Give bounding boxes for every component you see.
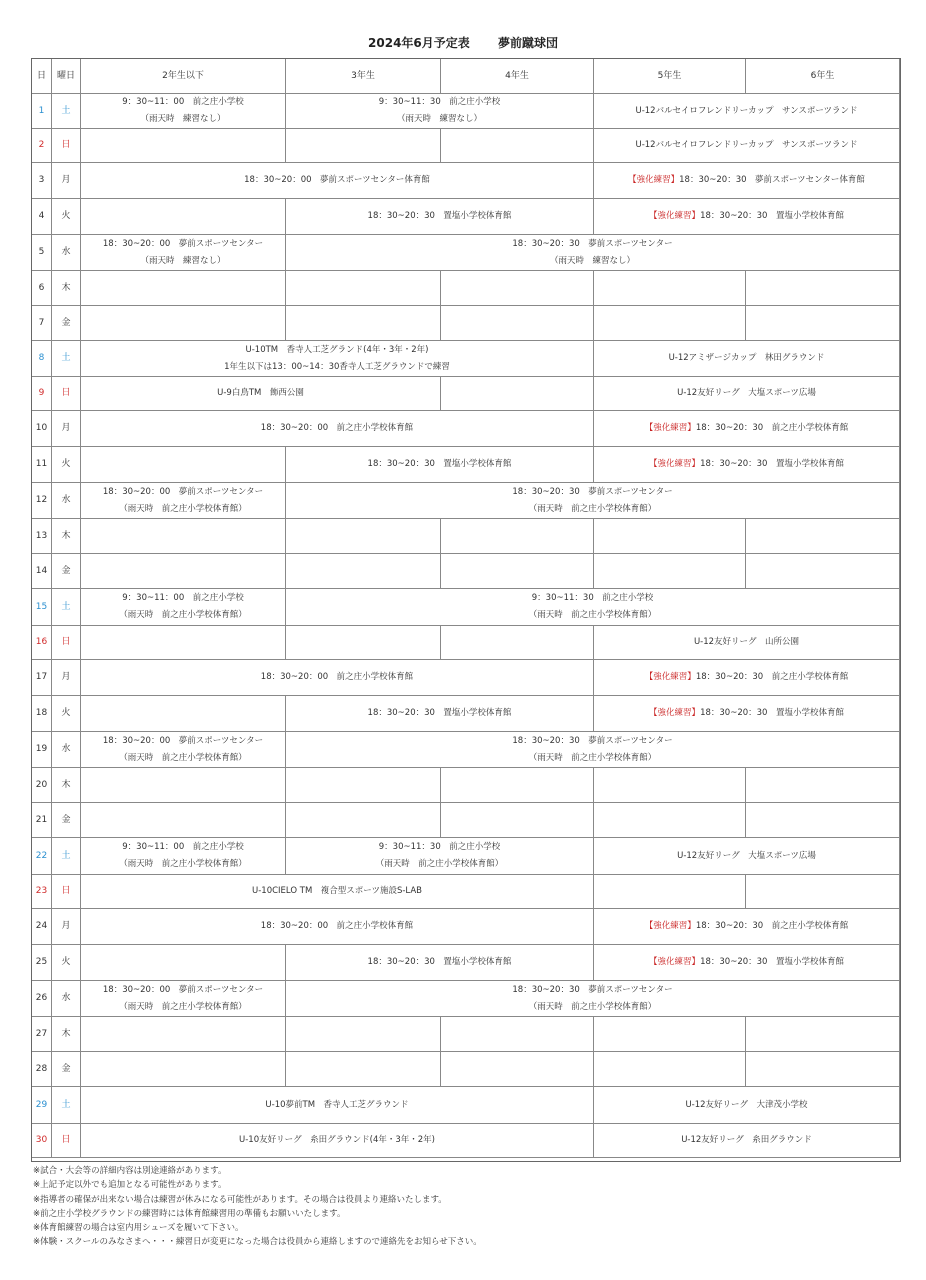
day-number: 10 bbox=[32, 411, 52, 447]
day-number: 14 bbox=[32, 554, 52, 589]
event-line: 18：30~20：30 置塩小学校体育館 bbox=[367, 211, 512, 221]
empty-cell bbox=[746, 1052, 900, 1087]
event-line bbox=[649, 954, 844, 971]
event-text: 18：30~20：30 置塩小学校体育館 bbox=[700, 957, 844, 967]
header-g2: 2年生以下 bbox=[81, 59, 286, 94]
event-line: 18：30~20：30 夢前スポーツセンター bbox=[512, 486, 673, 497]
event-line: （雨天時 前之庄小学校体育館） bbox=[119, 610, 247, 620]
schedule-title: 2024年6月予定表 bbox=[368, 36, 470, 50]
day-number: 8 bbox=[32, 341, 52, 377]
schedule-cell bbox=[594, 1124, 900, 1158]
empty-cell bbox=[286, 1052, 441, 1087]
empty-cell bbox=[441, 1017, 594, 1052]
empty-cell bbox=[746, 519, 900, 554]
team-name: 夢前蹴球団 bbox=[497, 36, 558, 50]
schedule-cell bbox=[286, 732, 900, 768]
empty-cell bbox=[81, 1052, 286, 1087]
empty-cell bbox=[81, 768, 286, 803]
empty-cell bbox=[286, 554, 441, 589]
schedule-cell bbox=[286, 94, 594, 129]
empty-cell bbox=[81, 696, 286, 732]
event-line bbox=[645, 918, 848, 935]
event-line: 18：30~20：30 置塩小学校体育館 bbox=[367, 459, 512, 469]
empty-cell bbox=[81, 199, 286, 235]
empty-cell bbox=[594, 768, 746, 803]
schedule-cell bbox=[81, 909, 594, 945]
weekday: 火 bbox=[52, 199, 81, 235]
event-text: 18：30~20：30 置塩小学校体育館 bbox=[700, 459, 844, 469]
event-line: 18：30~20：30 置塩小学校体育館 bbox=[367, 957, 512, 967]
event-line bbox=[649, 456, 844, 473]
event-line: （雨天時 練習なし） bbox=[140, 255, 226, 266]
event-line bbox=[645, 420, 848, 437]
day-number: 5 bbox=[32, 235, 52, 271]
event-line bbox=[649, 208, 844, 225]
emphasis-label: 【強化練習】 bbox=[644, 423, 696, 433]
weekday: 火 bbox=[52, 696, 81, 732]
empty-cell bbox=[81, 945, 286, 981]
empty-cell bbox=[81, 554, 286, 589]
weekday: 土 bbox=[52, 341, 81, 377]
weekday: 金 bbox=[52, 803, 81, 838]
event-line: U-10友好リーグ 糸田グラウンド(4年・3年・2年) bbox=[239, 1135, 435, 1145]
emphasis-label: 【強化練習】 bbox=[649, 211, 701, 221]
empty-cell bbox=[441, 519, 594, 554]
empty-cell bbox=[746, 1017, 900, 1052]
schedule-cell bbox=[286, 696, 594, 732]
event-line: U-10夢前TM 香寺人工芝グラウンド bbox=[265, 1099, 409, 1110]
event-line: U-12友好リーグ 大塩スポーツ広場 bbox=[677, 388, 816, 398]
empty-cell bbox=[746, 306, 900, 341]
schedule-table bbox=[31, 58, 901, 1162]
empty-cell bbox=[81, 129, 286, 163]
schedule-cell bbox=[594, 341, 900, 377]
schedule-cell bbox=[81, 377, 441, 411]
event-line: 18：30~20：00 夢前スポーツセンター bbox=[102, 984, 264, 995]
weekday: 土 bbox=[52, 1087, 81, 1124]
event-line: U-10CIELO TM 複合型スポーツ施設S-LAB bbox=[252, 886, 422, 896]
day-number: 11 bbox=[32, 447, 52, 483]
empty-cell bbox=[594, 519, 746, 554]
empty-cell bbox=[81, 803, 286, 838]
schedule-cell bbox=[81, 981, 286, 1017]
note-line: ※体験・スクールのみなさまへ・・・練習日が変更になった場合は役員から連絡しますので連絡先をお知らせ下さい。 bbox=[33, 1237, 482, 1248]
day-number: 15 bbox=[32, 589, 52, 626]
event-line: U-12アミザージカップ 林田グラウンド bbox=[668, 353, 825, 363]
schedule-cell bbox=[81, 1124, 594, 1158]
schedule-cell bbox=[81, 838, 286, 875]
event-line: U-12友好リーグ 大塩スポーツ広場 bbox=[677, 850, 816, 861]
weekday: 土 bbox=[52, 589, 81, 626]
weekday: 土 bbox=[52, 838, 81, 875]
event-text: 18：30~20：30 前之庄小学校体育館 bbox=[695, 672, 849, 682]
day-number: 23 bbox=[32, 875, 52, 909]
day-number: 16 bbox=[32, 626, 52, 660]
day-number: 25 bbox=[32, 945, 52, 981]
day-number: 13 bbox=[32, 519, 52, 554]
schedule-cell bbox=[81, 660, 594, 696]
day-number: 21 bbox=[32, 803, 52, 838]
weekday: 水 bbox=[52, 483, 81, 519]
empty-cell bbox=[746, 768, 900, 803]
event-line: 9：30~11：00 前之庄小学校 bbox=[122, 842, 244, 852]
weekday: 金 bbox=[52, 306, 81, 341]
weekday: 日 bbox=[52, 626, 81, 660]
event-line: （雨天時 前之庄小学校体育館） bbox=[119, 752, 247, 763]
schedule-cell bbox=[81, 411, 594, 447]
weekday: 日 bbox=[52, 875, 81, 909]
schedule-cell bbox=[81, 732, 286, 768]
empty-cell bbox=[286, 519, 441, 554]
page-title bbox=[0, 34, 926, 51]
day-number: 9 bbox=[32, 377, 52, 411]
day-number: 4 bbox=[32, 199, 52, 235]
empty-cell bbox=[286, 768, 441, 803]
event-line: U-12友好リーグ 大津茂小学校 bbox=[685, 1099, 808, 1110]
schedule-cell bbox=[594, 838, 900, 875]
day-number: 19 bbox=[32, 732, 52, 768]
event-line: 18：30~20：30 夢前スポーツセンター bbox=[512, 984, 673, 995]
weekday: 金 bbox=[52, 1052, 81, 1087]
event-line: 18：30~20：00 前之庄小学校体育館 bbox=[260, 672, 414, 682]
day-number: 30 bbox=[32, 1124, 52, 1158]
day-number: 3 bbox=[32, 163, 52, 199]
empty-cell bbox=[441, 626, 594, 660]
emphasis-label: 【強化練習】 bbox=[628, 175, 680, 185]
header-g3: 3年生 bbox=[286, 59, 441, 94]
note-line: ※試合・大会等の詳細内容は別途連絡があります。 bbox=[33, 1166, 227, 1176]
schedule-cell bbox=[286, 199, 594, 235]
schedule-cell bbox=[594, 411, 900, 447]
notes-section bbox=[33, 1164, 482, 1250]
schedule-cell bbox=[594, 696, 900, 732]
schedule-cell bbox=[81, 589, 286, 626]
event-line: （雨天時 前之庄小学校体育館） bbox=[119, 1001, 247, 1012]
weekday: 木 bbox=[52, 271, 81, 306]
schedule-cell bbox=[594, 199, 900, 235]
event-line: 1年生以下は13：00~14：30香寺人工芝グラウンドで練習 bbox=[224, 361, 450, 372]
schedule-cell bbox=[594, 626, 900, 660]
empty-cell bbox=[81, 271, 286, 306]
schedule-cell bbox=[81, 235, 286, 271]
header-day: 日 bbox=[32, 59, 52, 94]
event-line: （雨天時 前之庄小学校体育館） bbox=[375, 859, 504, 869]
schedule-cell bbox=[594, 660, 900, 696]
empty-cell bbox=[594, 306, 746, 341]
schedule-cell bbox=[594, 94, 900, 129]
weekday: 木 bbox=[52, 1017, 81, 1052]
empty-cell bbox=[746, 554, 900, 589]
event-line: （雨天時 前之庄小学校体育館） bbox=[528, 610, 657, 620]
schedule-cell bbox=[81, 483, 286, 519]
weekday: 水 bbox=[52, 732, 81, 768]
weekday: 水 bbox=[52, 981, 81, 1017]
event-line: （雨天時 練習なし） bbox=[549, 255, 635, 266]
schedule-cell bbox=[286, 945, 594, 981]
schedule-cell bbox=[594, 1087, 900, 1124]
empty-cell bbox=[81, 626, 286, 660]
day-number: 26 bbox=[32, 981, 52, 1017]
event-line: 18：30~20：00 夢前スポーツセンター体育館 bbox=[244, 175, 430, 185]
day-number: 17 bbox=[32, 660, 52, 696]
weekday: 日 bbox=[52, 377, 81, 411]
schedule-cell bbox=[594, 377, 900, 411]
event-line bbox=[628, 172, 865, 189]
weekday: 月 bbox=[52, 411, 81, 447]
event-line: 18：30~20：00 夢前スポーツセンター bbox=[102, 735, 264, 746]
event-text: 18：30~20：30 夢前スポーツセンター体育館 bbox=[679, 175, 865, 185]
event-line: （雨天時 前之庄小学校体育館） bbox=[119, 503, 247, 514]
day-number: 27 bbox=[32, 1017, 52, 1052]
day-number: 28 bbox=[32, 1052, 52, 1087]
schedule-cell bbox=[594, 945, 900, 981]
empty-cell bbox=[441, 554, 594, 589]
schedule-cell bbox=[81, 163, 594, 199]
header-g5: 5年生 bbox=[594, 59, 746, 94]
empty-cell bbox=[286, 271, 441, 306]
empty-cell bbox=[594, 554, 746, 589]
event-line bbox=[645, 669, 848, 686]
empty-cell bbox=[594, 271, 746, 306]
schedule-cell bbox=[286, 483, 900, 519]
empty-cell bbox=[81, 519, 286, 554]
emphasis-label: 【強化練習】 bbox=[649, 957, 701, 967]
schedule-cell bbox=[594, 447, 900, 483]
schedule-cell bbox=[594, 163, 900, 199]
empty-cell bbox=[441, 271, 594, 306]
note-line: ※前之庄小学校グラウンドの練習時には体育館練習用の準備もお願いいたします。 bbox=[33, 1208, 346, 1219]
empty-cell bbox=[441, 1052, 594, 1087]
event-line: 9：30~11：00 前之庄小学校 bbox=[122, 97, 244, 107]
event-line: 18：30~20：00 前之庄小学校体育館 bbox=[260, 423, 414, 433]
empty-cell bbox=[746, 271, 900, 306]
event-line: U-10TM 香寺人工芝グランド(4年・3年・2年) bbox=[245, 344, 429, 355]
weekday: 月 bbox=[52, 660, 81, 696]
day-number: 24 bbox=[32, 909, 52, 945]
empty-cell bbox=[81, 306, 286, 341]
event-line bbox=[649, 705, 844, 722]
event-line: （雨天時 練習なし） bbox=[396, 114, 482, 124]
event-line: U-12バルセイロフレンドリーカップ サンスポーツランド bbox=[635, 140, 858, 150]
weekday: 木 bbox=[52, 519, 81, 554]
note-line: ※体育館練習の場合は室内用シューズを履いて下さい。 bbox=[33, 1223, 244, 1234]
empty-cell bbox=[441, 129, 594, 163]
schedule-cell bbox=[81, 341, 594, 377]
event-line: （雨天時 前之庄小学校体育館） bbox=[528, 1001, 657, 1012]
header-weekday: 曜日 bbox=[52, 59, 81, 94]
event-line: （雨天時 練習なし） bbox=[140, 114, 226, 124]
day-number: 22 bbox=[32, 838, 52, 875]
emphasis-label: 【強化練習】 bbox=[649, 459, 701, 469]
event-text: 18：30~20：30 前之庄小学校体育館 bbox=[695, 921, 849, 931]
day-number: 18 bbox=[32, 696, 52, 732]
event-line: 18：30~20：30 夢前スポーツセンター bbox=[512, 735, 673, 746]
weekday: 日 bbox=[52, 129, 81, 163]
event-line: 18：30~20：30 置塩小学校体育館 bbox=[367, 708, 512, 718]
empty-cell bbox=[81, 1017, 286, 1052]
empty-cell bbox=[441, 803, 594, 838]
event-line: 9：30~11：30 前之庄小学校 bbox=[531, 593, 654, 603]
event-line: U-12友好リーグ 糸田グラウンド bbox=[681, 1135, 812, 1145]
empty-cell bbox=[441, 377, 594, 411]
event-line: （雨天時 前之庄小学校体育館） bbox=[119, 859, 247, 869]
day-number: 2 bbox=[32, 129, 52, 163]
schedule-cell bbox=[594, 129, 900, 163]
weekday: 月 bbox=[52, 163, 81, 199]
schedule-cell bbox=[286, 235, 900, 271]
empty-cell bbox=[286, 626, 441, 660]
note-line: ※指導者の確保が出来ない場合は練習が休みになる可能性があります。その場合は役員より連絡いたします。 bbox=[33, 1194, 447, 1205]
schedule-cell bbox=[286, 838, 594, 875]
schedule-cell bbox=[286, 447, 594, 483]
weekday: 日 bbox=[52, 1124, 81, 1158]
event-line: U-9白鳥TM 飾西公園 bbox=[217, 388, 304, 398]
event-line: 18：30~20：30 夢前スポーツセンター bbox=[512, 238, 673, 249]
schedule-cell bbox=[81, 94, 286, 129]
day-number: 20 bbox=[32, 768, 52, 803]
day-number: 1 bbox=[32, 94, 52, 129]
schedule-cell bbox=[286, 589, 900, 626]
weekday: 木 bbox=[52, 768, 81, 803]
note-line: ※上記予定以外でも追加となる可能性があります。 bbox=[33, 1180, 227, 1191]
day-number: 29 bbox=[32, 1087, 52, 1124]
empty-cell bbox=[594, 875, 746, 909]
event-line: U-12友好リーグ 山所公園 bbox=[693, 637, 800, 647]
schedule-cell bbox=[594, 909, 900, 945]
header-g4: 4年生 bbox=[441, 59, 594, 94]
header-g6: 6年生 bbox=[746, 59, 900, 94]
weekday: 金 bbox=[52, 554, 81, 589]
empty-cell bbox=[594, 1017, 746, 1052]
schedule-cell bbox=[81, 1087, 594, 1124]
event-text: 18：30~20：30 置塩小学校体育館 bbox=[700, 211, 844, 221]
day-number: 6 bbox=[32, 271, 52, 306]
event-line: 9：30~11：00 前之庄小学校 bbox=[122, 593, 244, 603]
empty-cell bbox=[746, 875, 900, 909]
event-line: 18：30~20：00 前之庄小学校体育館 bbox=[260, 921, 414, 931]
emphasis-label: 【強化練習】 bbox=[644, 672, 696, 682]
event-text: 18：30~20：30 前之庄小学校体育館 bbox=[695, 423, 849, 433]
day-number: 12 bbox=[32, 483, 52, 519]
event-line: 18：30~20：00 夢前スポーツセンター bbox=[102, 486, 264, 497]
event-line: （雨天時 前之庄小学校体育館） bbox=[528, 752, 657, 763]
event-line: U-12バルセイロフレンドリーカップ サンスポーツランド bbox=[635, 105, 858, 116]
event-line: （雨天時 前之庄小学校体育館） bbox=[528, 503, 657, 514]
event-line: 9：30~11：30 前之庄小学校 bbox=[378, 842, 501, 852]
event-line: 18：30~20：00 夢前スポーツセンター bbox=[102, 238, 264, 249]
schedule-cell bbox=[81, 875, 594, 909]
empty-cell bbox=[286, 306, 441, 341]
empty-cell bbox=[594, 803, 746, 838]
weekday: 火 bbox=[52, 945, 81, 981]
emphasis-label: 【強化練習】 bbox=[644, 921, 696, 931]
day-number: 7 bbox=[32, 306, 52, 341]
weekday: 火 bbox=[52, 447, 81, 483]
emphasis-label: 【強化練習】 bbox=[649, 708, 701, 718]
empty-cell bbox=[286, 129, 441, 163]
event-line: 9：30~11：30 前之庄小学校 bbox=[378, 97, 501, 107]
weekday: 土 bbox=[52, 94, 81, 129]
empty-cell bbox=[594, 1052, 746, 1087]
weekday: 水 bbox=[52, 235, 81, 271]
empty-cell bbox=[81, 447, 286, 483]
weekday: 月 bbox=[52, 909, 81, 945]
empty-cell bbox=[286, 1017, 441, 1052]
event-text: 18：30~20：30 置塩小学校体育館 bbox=[700, 708, 844, 718]
empty-cell bbox=[286, 803, 441, 838]
empty-cell bbox=[746, 803, 900, 838]
empty-cell bbox=[441, 768, 594, 803]
empty-cell bbox=[441, 306, 594, 341]
schedule-cell bbox=[286, 981, 900, 1017]
